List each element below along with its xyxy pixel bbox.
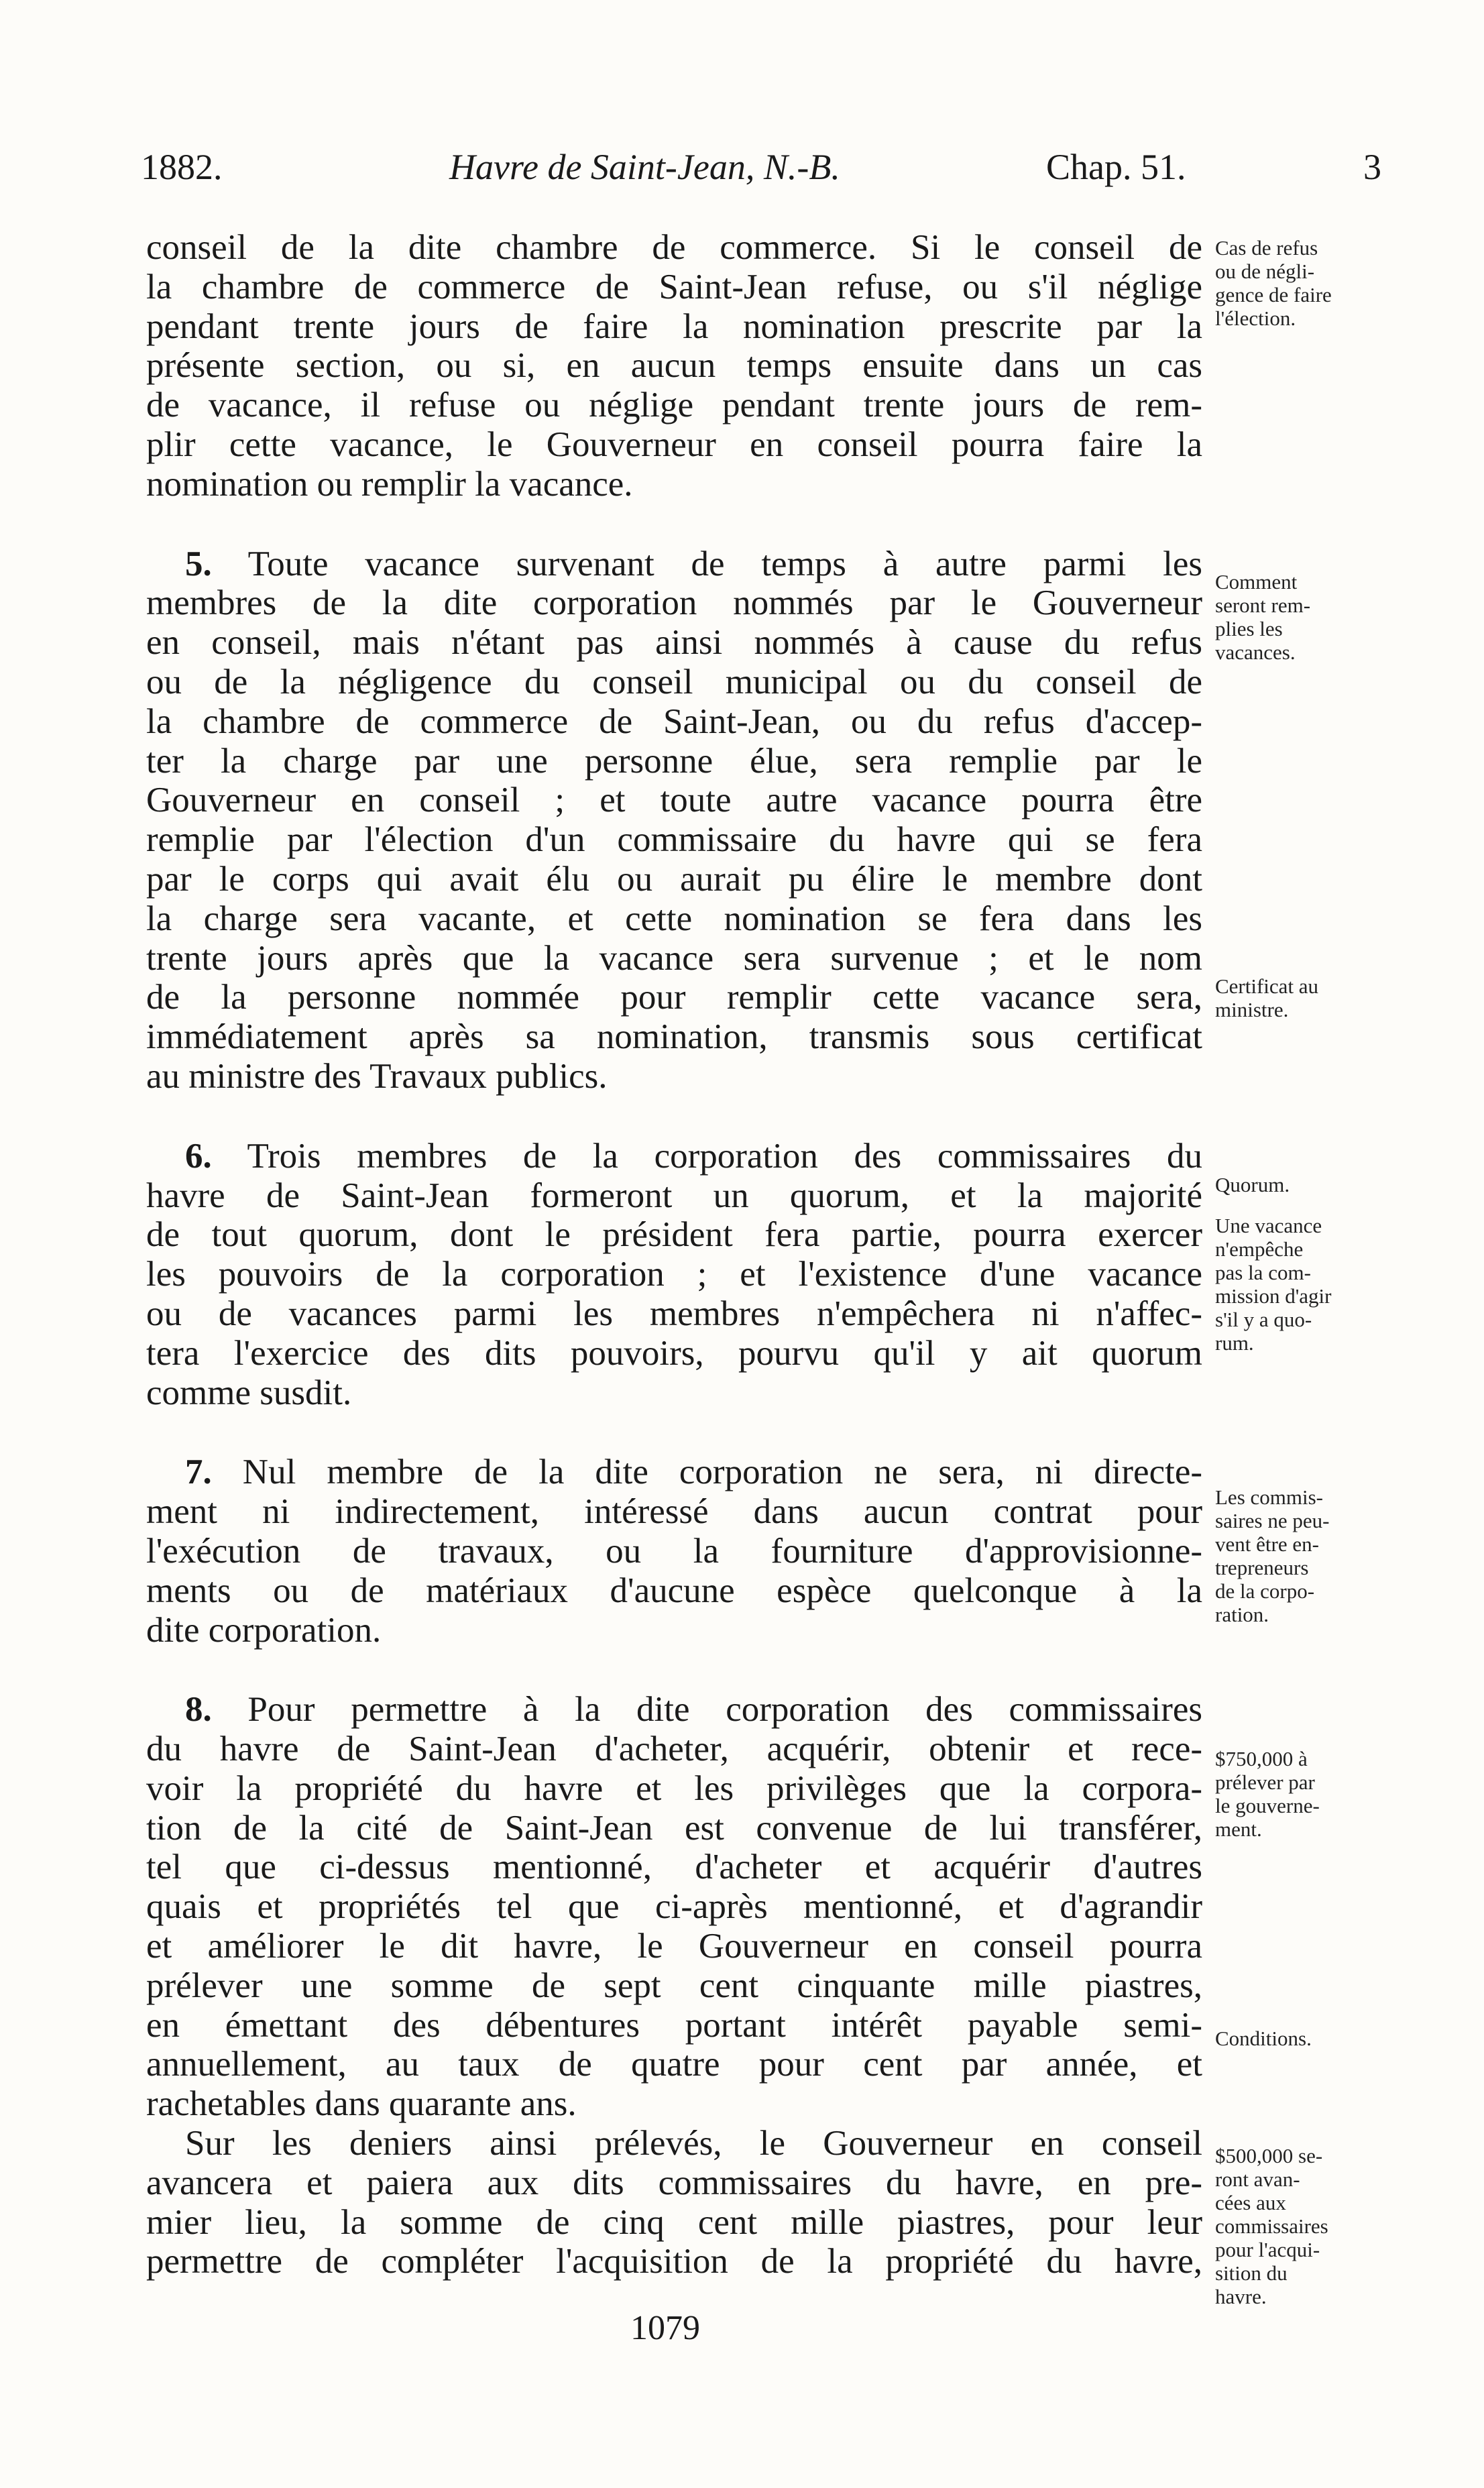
header-year: 1882. <box>141 147 223 187</box>
text-line: 8. Pour permettre à la dite corporation des commissaires <box>185 1690 1202 1730</box>
text-line: la chambre de commerce de Saint-Jean refuse, ou s'il néglige <box>146 267 1202 306</box>
section-number: 7. <box>185 1453 212 1492</box>
text-line: havre de Saint-Jean formeront un quorum, et la majorité <box>146 1176 1202 1215</box>
text-line: du havre de Saint-Jean d'acheter, acquérir, obtenir et rece- <box>146 1730 1202 1769</box>
text-line: tel que ci-dessus mentionné, d'acheter et acquérir d'autres <box>146 1848 1202 1887</box>
folio-number: 1079 <box>630 2309 700 2347</box>
text-line: ment ni indirectement, intéressé dans aucun contrat pour <box>146 1492 1202 1532</box>
text-line: permettre de compléter l'acquisition de la propriété du havre, <box>146 2242 1202 2281</box>
text-line: avancera et paiera aux dits commissaires du havre, en pre- <box>146 2163 1202 2202</box>
text-line: ments ou de matériaux d'aucune espèce quelconque à la <box>146 1571 1202 1610</box>
text-line: et améliorer le dit havre, le Gouverneur en conseil pourra <box>146 1927 1202 1966</box>
text-line: 7. Nul membre de la dite corporation ne sera, ni directe- <box>185 1453 1202 1492</box>
paragraph-funds <box>146 2124 1202 2281</box>
text-line: ou de la négligence du conseil municipal ou du conseil de <box>146 662 1202 701</box>
text-line: dite corporation. <box>146 1610 382 1650</box>
text-line: de vacance, il refuse ou néglige pendant trente jours de rem- <box>146 386 1202 425</box>
paragraph-continuation <box>146 228 1202 504</box>
marginal-note-500000: $500,000 se- ront avan- cées aux commissaires pour l'acqui- sition du havre. <box>1215 2144 1328 2308</box>
section-number: 5. <box>185 544 212 583</box>
marginal-note-conditions: Conditions. <box>1215 2027 1312 2050</box>
text-line: prélever une somme de sept cent cinquante mille piastres, <box>146 1966 1202 2005</box>
text-line: quais et propriétés tel que ci-après mentionné, et d'agrandir <box>146 1887 1202 1927</box>
text-line: ou de vacances parmi les membres n'empêchera ni n'affec- <box>146 1294 1202 1333</box>
text-line: en émettant des débentures portant intérêt payable semi- <box>146 2005 1202 2045</box>
text-line: 5. Toute vacance survenant de temps à autre parmi les <box>185 544 1202 583</box>
section-7 <box>146 1453 1202 1650</box>
text-line: de tout quorum, dont le président fera partie, pourra exercer <box>146 1215 1202 1255</box>
text-line: immédiatement après sa nomination, transmis sous certificat <box>146 1017 1202 1057</box>
text-line: pendant trente jours de faire la nomination prescrite par la <box>146 306 1202 346</box>
header-page-number: 3 <box>1363 147 1381 187</box>
text-line: l'exécution de travaux, ou la fourniture d'approvisionne- <box>146 1531 1202 1571</box>
marginal-note-750000: $750,000 à prélever par le gouverne- ment. <box>1215 1747 1320 1841</box>
text-line: de la personne nommée pour remplir cette vacance sera, <box>146 978 1202 1017</box>
text-line: remplie par l'élection d'un commissaire du havre qui se fera <box>146 820 1202 860</box>
text-line: par le corps qui avait élu ou aurait pu élire le membre dont <box>146 859 1202 899</box>
text-line: comme susdit. <box>146 1373 352 1412</box>
header-chapter: Chap. 51. <box>1046 147 1186 187</box>
text-line: mier lieu, la somme de cinq cent mille piastres, pour leur <box>146 2202 1202 2242</box>
marginal-note-vacancy-quorum: Une vacance n'empêche pas la com- mission d'agir s'il y a quo- rum. <box>1215 1214 1332 1355</box>
section-5 <box>146 545 1202 1096</box>
text-line: au ministre des Travaux publics. <box>146 1056 608 1096</box>
marginal-note-refusal: Cas de refus ou de négli- gence de faire l'élection. <box>1215 236 1332 330</box>
section-8 <box>146 1690 1202 2124</box>
text-line: la charge sera vacante, et cette nomination se fera dans les <box>146 899 1202 938</box>
text-line: trente jours après que la vacance sera survenue ; et le nom <box>146 938 1202 978</box>
text-line: rachetables dans quarante ans. <box>146 2084 577 2124</box>
text-line: en conseil, mais n'étant pas ainsi nommés à cause du refus <box>146 623 1202 663</box>
text-line: tion de la cité de Saint-Jean est convenue de lui transférer, <box>146 1808 1202 1848</box>
section-number: 8. <box>185 1690 212 1730</box>
section-number: 6. <box>185 1136 212 1176</box>
text-line: les pouvoirs de la corporation ; et l'existence d'une vacance <box>146 1255 1202 1294</box>
text-line: Gouverneur en conseil ; et toute autre vacance pourra être <box>146 781 1202 820</box>
header-title: Havre de Saint-Jean, N.-B. <box>449 147 840 187</box>
text-line: tera l'exercice des dits pouvoirs, pourvu qu'il y ait quorum <box>146 1333 1202 1373</box>
text-line: voir la propriété du havre et les privilèges que la corpora- <box>146 1768 1202 1808</box>
text-line: annuellement, au taux de quatre pour cent par année, et <box>146 2045 1202 2084</box>
marginal-note-vacancies: Comment seront rem- plies les vacances. <box>1215 570 1311 664</box>
text-line: nomination ou remplir la vacance. <box>146 464 633 504</box>
text-line: membres de la dite corporation nommés par le Gouverneur <box>146 583 1202 623</box>
marginal-note-quorum: Quorum. <box>1215 1173 1290 1196</box>
text-line: ter la charge par une personne élue, sera remplie par le <box>146 741 1202 781</box>
text-line: conseil de la dite chambre de commerce. Si le conseil de <box>146 228 1202 267</box>
statute-text <box>146 228 1202 2281</box>
text-line: présente section, ou si, en aucun temps ensuite dans un cas <box>146 346 1202 386</box>
text-line: plir cette vacance, le Gouverneur en conseil pourra faire la <box>146 425 1202 464</box>
running-header <box>141 146 1381 200</box>
text-line: 6. Trois membres de la corporation des commissaires du <box>185 1136 1202 1176</box>
text-line: la chambre de commerce de Saint-Jean, ou du refus d'accep- <box>146 701 1202 741</box>
text-line: Sur les deniers ainsi prélevés, le Gouverneur en conseil <box>185 2124 1202 2163</box>
section-6 <box>146 1137 1202 1413</box>
marginal-note-certificate: Certificat au ministre. <box>1215 974 1319 1021</box>
marginal-note-contractors: Les commis- saires ne peu- vent être en- trepreneurs de la corpo- ration. <box>1215 1485 1330 1626</box>
